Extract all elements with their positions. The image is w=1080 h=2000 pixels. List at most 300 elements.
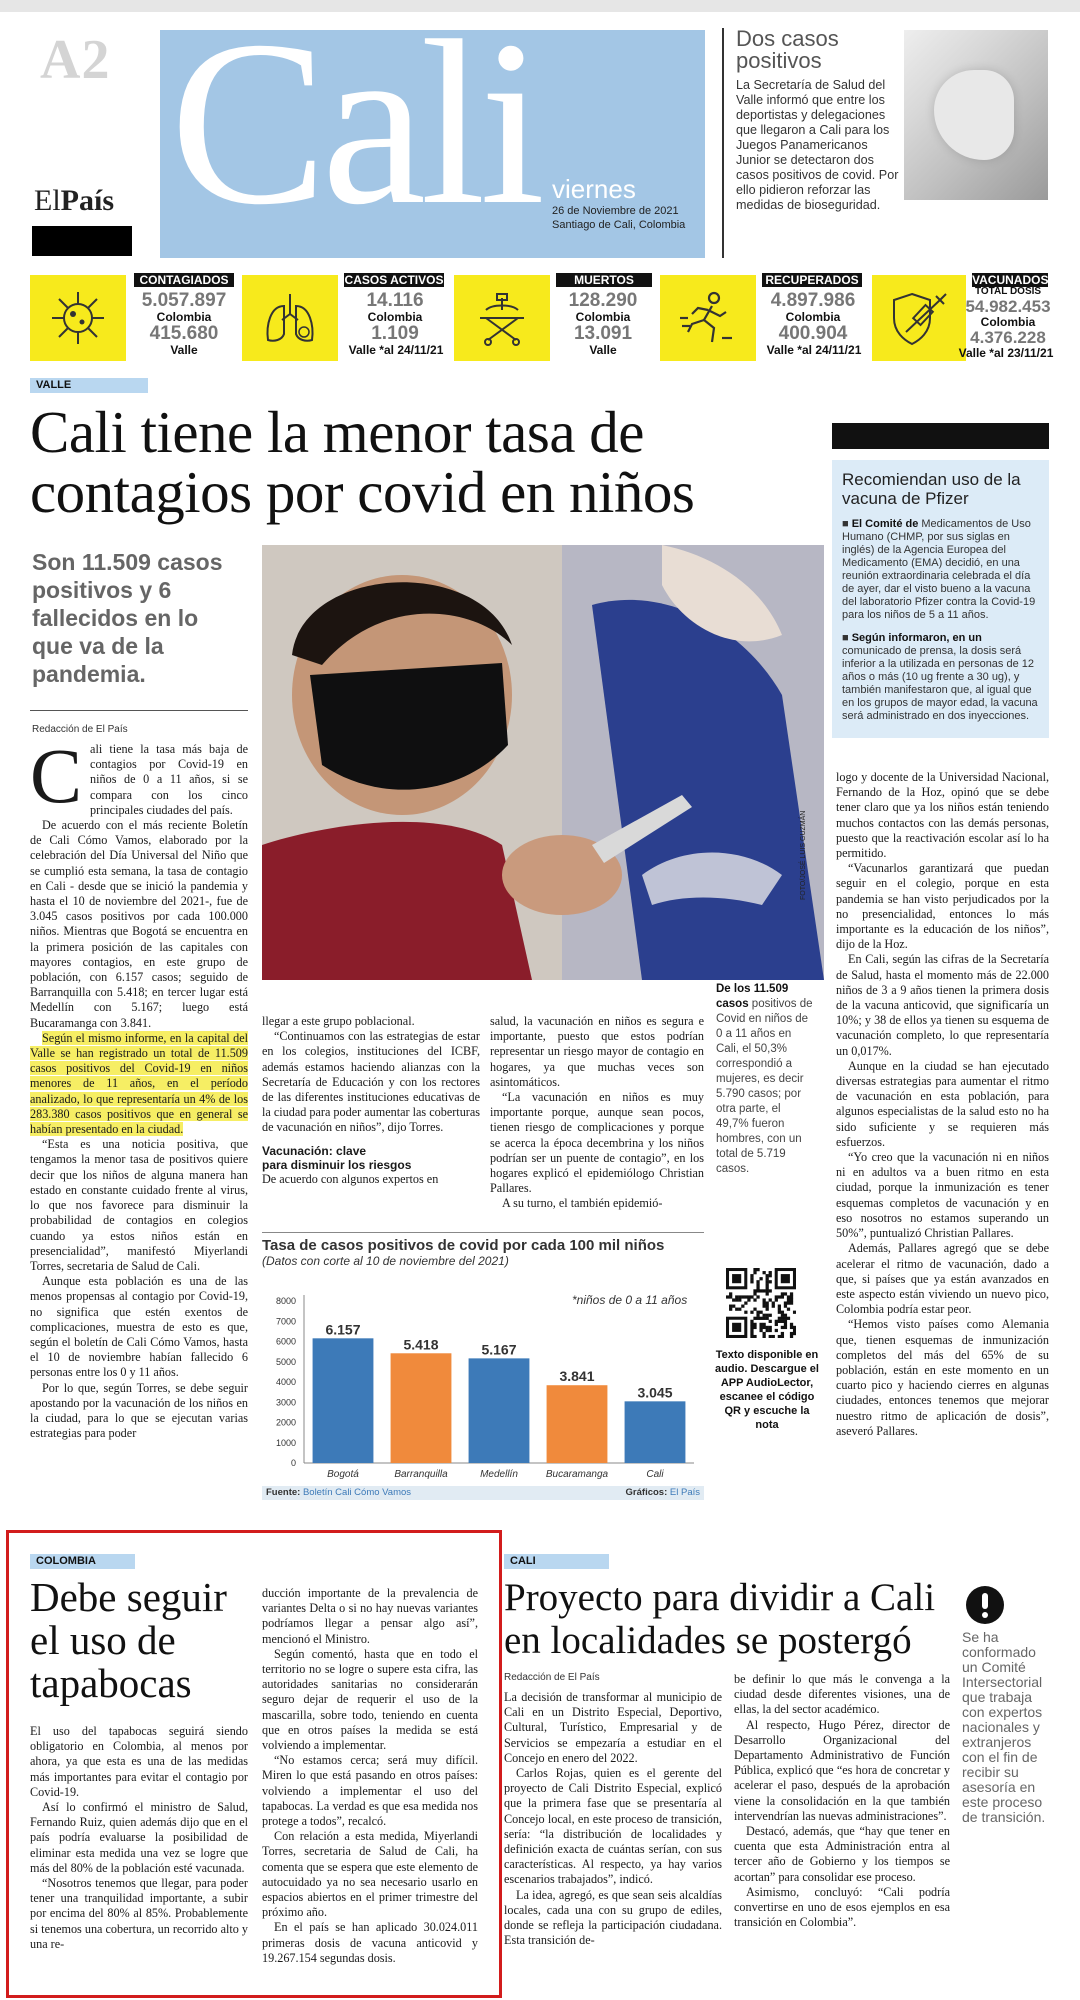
bar xyxy=(391,1353,452,1463)
paragraph: De acuerdo con el más reciente Boletín de Cali Cómo Vamos, elaborado por la celebración del Día Universal del Niño que se cumplió esta semana, la tasa de contagio en Cali - desde que se inició la pandemia y hasta el 10 de noviembre del 2021-, fue de 3.045 casos positivos por cada 100.000 niños. Mientras que Bogotá se encuentra en la primera posición de las capitales con mayores contagios, en este grupo de población, con 6.157 casos; seguido de Barranquilla con 5.418; en tercer lugar está Medellín con 5.167; luego está Bucaramanga con 3.841. xyxy=(30,818,248,1030)
qr-module xyxy=(763,1301,766,1304)
qr-module xyxy=(766,1280,769,1283)
paragraph: Asimismo, concluyó: “Cali podría convertirse en uno de esos ejemplos en esa transición en Colombia”. xyxy=(734,1884,950,1930)
lungs-icon xyxy=(242,275,338,361)
qr-module xyxy=(778,1335,781,1338)
headline-line: en localidades se postergó xyxy=(504,1619,912,1662)
gloved-hand-shape xyxy=(934,70,1014,160)
qr-module xyxy=(729,1292,732,1295)
qr-module xyxy=(753,1289,756,1292)
graphics-source: El País xyxy=(669,1487,700,1498)
qr-module xyxy=(772,1301,775,1304)
qr-module xyxy=(766,1301,769,1304)
qr-module xyxy=(766,1308,769,1311)
section-label-cali: CALI xyxy=(504,1554,609,1569)
sidebar-title: Recomiendan uso de la vacuna de Pfizer xyxy=(842,470,1021,508)
qr-module xyxy=(766,1277,769,1280)
qr-module xyxy=(753,1292,756,1295)
qr-module xyxy=(769,1335,772,1338)
qr-module xyxy=(756,1283,759,1286)
bar-value-label: 5.167 xyxy=(481,1341,517,1358)
qr-module xyxy=(784,1320,787,1323)
qr-module xyxy=(750,1280,753,1283)
qr-module xyxy=(787,1298,790,1301)
qr-code[interactable] xyxy=(726,1268,796,1338)
qr-module xyxy=(738,1308,741,1311)
subhead: para disminuir los riesgos xyxy=(262,1157,412,1172)
tapabocas-column-1 xyxy=(30,1724,248,1952)
qr-module xyxy=(790,1323,793,1326)
qr-module xyxy=(741,1305,744,1308)
article-column-1 xyxy=(30,732,248,1441)
stat-value-valle: 1.109 xyxy=(371,323,419,344)
chart-graphics-credit xyxy=(626,1486,700,1500)
qr-module xyxy=(744,1295,747,1298)
paragraph: be definir lo que más le convenga a la ciudad desde diferentes visiones, una de ellas, la del sector académico. xyxy=(734,1672,950,1717)
qr-module xyxy=(766,1286,769,1289)
qr-module xyxy=(753,1308,756,1311)
qr-module xyxy=(756,1295,759,1298)
qr-module xyxy=(766,1289,769,1292)
y-tick-label: 8000 xyxy=(275,1296,296,1306)
qr-module xyxy=(750,1335,753,1338)
qr-module xyxy=(793,1329,796,1332)
qr-module xyxy=(763,1326,766,1329)
qr-module xyxy=(759,1317,762,1320)
paragraph: “No estamos cerca; será muy difícil. Miren lo que está pasando en otros países: volviendo a implementar el uso del tapabocas. La verdad es que esa medida nos protege a todos”, recalcó. xyxy=(262,1753,478,1829)
qr-module xyxy=(766,1292,769,1295)
stat-label: CASOS ACTIVOS xyxy=(344,273,444,287)
qr-module xyxy=(763,1317,766,1320)
paragraph: En el país se han aplicado 30.024.011 primeras dosis de vacuna anticovid y 19.267.154 segundas dosis. xyxy=(262,1920,478,1965)
stat-value-colombia: 54.982.453 xyxy=(965,297,1051,316)
qr-module xyxy=(756,1280,759,1283)
masthead-date-block xyxy=(552,204,685,232)
stat-vacunados xyxy=(872,273,1054,363)
sidebar-item-bold: El Comité de xyxy=(851,518,919,530)
paragraph: Aunque esta población es una de las menos propensas al contagio por Covid-19, no significa que estén exentos de complicaciones, muestra de esto es que, según el boletín de Cali Cómo Vamos, hasta el 10 de noviembre habían fallecido 6 personas entre los 0 y 11 años. xyxy=(30,1274,248,1380)
article-deck: Son 11.509 casos positivos y 6 fallecidos en lo que va de la pandemia. xyxy=(32,549,223,687)
qr-module xyxy=(753,1335,756,1338)
sidebar-item-text: Medicamentos de Uso Humano (CHMP, por sus siglas en inglés) de la Agencia Europea del Medicamento (EMA) decidió, en una reunión extraordinaria celebrada el día de ayer, dar el visto bueno a la vacuna del laboratorio Pfizer contra la Covid-19 para los niños de 5 a 11 años. xyxy=(842,518,1036,621)
masthead-date: 26 de Noviembre de 2021 xyxy=(552,205,679,217)
qr-module xyxy=(756,1314,759,1317)
qr-module xyxy=(790,1298,793,1301)
headline-line: Proyecto para dividir a Cali xyxy=(504,1576,936,1619)
sidebar-item: ■ Según informaron, en un comunicado de prensa, la dosis será inferior a la utilizada en personas de 12 años o más (10 ug frente a 30 ug), y también manifestaron que, al igual que en los grupos de mayor edad, la vacuna será administrado en dos inyecciones. xyxy=(842,632,1038,722)
y-tick-label: 5000 xyxy=(275,1356,296,1367)
paragraph: El uso del tapabocas seguirá siendo obligatorio en Colombia, al menos por ahora, ya que esta es una de las medidas más importantes para evitar el contagio por Covid-19. xyxy=(30,1724,248,1799)
paragraph: Destacó, además, que “hay que tener en cuenta que esta Administración entra al tercer año de Gobierno y los tiempos se acortan” para consolidar ese proceso. xyxy=(734,1824,950,1884)
x-tick-label: Medellín xyxy=(480,1469,518,1480)
headline-line-2: contagios por covid en niños xyxy=(30,459,695,525)
qr-module xyxy=(726,1295,729,1298)
qr-module xyxy=(753,1326,756,1329)
deck-divider xyxy=(30,710,248,711)
brief-title: Dos casos positivos xyxy=(736,26,839,73)
qr-module xyxy=(763,1332,766,1335)
qr-module xyxy=(775,1323,778,1326)
y-tick-label: 1000 xyxy=(275,1437,296,1448)
y-tick-label: 2000 xyxy=(275,1417,296,1428)
paragraph: “Nosotros tenemos que llegar, para poder tener una tranquilidad importante, a subir por encima del 80% al 85%. Probablemente si tenemos una cobertura, un recorrido alto y una re- xyxy=(30,1876,248,1951)
qr-module xyxy=(763,1314,766,1317)
qr-module xyxy=(763,1323,766,1326)
qr-module xyxy=(769,1298,772,1301)
brief-photo xyxy=(904,30,1048,200)
paragraph: De acuerdo con algunos expertos en xyxy=(262,1171,439,1186)
paragraph: “Continuamos con las estrategias de estar en los colegios, instituciones del ICBF, además estamos haciendo alianzas con la Secretaría de Educación y con los rectores de las diferentes instituciones educativas de la ciudad para poder aumentar las coberturas de vacunación en niños”, dijo Torres. xyxy=(262,1029,480,1135)
chart-title: Tasa de casos positivos de covid por cada 100 mil niños xyxy=(262,1237,665,1254)
qr-module xyxy=(747,1298,750,1301)
qr-module xyxy=(778,1308,781,1311)
qr-module xyxy=(778,1305,781,1308)
caption-bold: De los 11.509 casos xyxy=(716,983,789,1010)
qr-module xyxy=(781,1295,784,1298)
paragraph: logo y docente de la Universidad Nacional, Fernando de la Hoz, opinó que se debe tener claro que ya los niños están teniendo muchos contactos con las demás personas, puesto que la reactivación escolar así lo ha permitido. xyxy=(836,770,1049,861)
bar xyxy=(625,1401,686,1463)
lead-paragraph xyxy=(30,732,248,819)
paragraph: Aunque en la ciudad se han ejecutado diversas estrategias para aumentar el ritmo de vacunación en esta población, para algunos especialistas de la salud esto no ha sido suficiente y se requieren más esfuerzos. xyxy=(836,1058,1049,1149)
chart-top-rule xyxy=(262,1232,704,1233)
covid-stats-row xyxy=(30,273,1054,363)
qr-module xyxy=(769,1274,772,1277)
qr-module xyxy=(759,1277,762,1280)
qr-module xyxy=(781,1311,784,1314)
qr-module xyxy=(793,1326,796,1329)
qr-module xyxy=(732,1298,735,1301)
headline-line: el uso de xyxy=(30,1617,176,1663)
qr-module xyxy=(790,1332,793,1335)
qr-module xyxy=(781,1332,784,1335)
sidebar-top-bar xyxy=(832,423,1049,449)
x-tick-label: Bucaramanga xyxy=(545,1469,609,1480)
qr-module xyxy=(793,1311,796,1314)
qr-module xyxy=(759,1311,762,1314)
qr-module xyxy=(769,1271,772,1274)
stat-contagiados xyxy=(30,273,236,363)
y-tick-label: 0 xyxy=(290,1458,296,1468)
localidades-column-2 xyxy=(734,1672,950,1930)
page-number: A2 xyxy=(40,29,111,91)
stat-value-colombia: 5.057.897 xyxy=(141,290,227,311)
article-column-3 xyxy=(490,1014,704,1212)
qr-module xyxy=(772,1305,775,1308)
qr-module xyxy=(769,1329,772,1332)
qr-module xyxy=(790,1295,793,1298)
brief-story xyxy=(722,28,900,258)
bar-chart xyxy=(262,1237,704,1499)
paragraph: “Hemos visto países como Alemania que, tienen esquemas de inmunización completos del más del 65% de su población, están en este momento en un cuarto pico y haciendo cierres en algunas ciudades, entonces tenemos que mejorar nuestro ritmo de aplicación de dosis”, aseveró Pallares. xyxy=(836,1317,1049,1438)
paragraph: A su turno, el también epidemió- xyxy=(502,1196,663,1211)
stat-recuperados xyxy=(660,273,866,363)
chart-footer xyxy=(262,1486,704,1500)
brief-body: La Secretaría de Salud del Valle informó que entre los deportistas y delegaciones que llegaron a Cali para los Juegos Panamericanos Junior se detectaron dos casos positivos de covid. Por ello pidieron reforzar las medidas de bioseguridad. xyxy=(736,78,899,212)
qr-module xyxy=(769,1289,772,1292)
qr-module xyxy=(784,1305,787,1308)
sidebar-box xyxy=(832,460,1049,738)
stat-sub-colombia: Colombia xyxy=(980,315,1036,329)
qr-module xyxy=(763,1289,766,1292)
qr-module xyxy=(790,1292,793,1295)
qr-module xyxy=(729,1295,732,1298)
bar xyxy=(313,1338,374,1463)
virus-icon xyxy=(30,275,126,361)
stat-sub-colombia: Colombia xyxy=(367,310,423,324)
source-label: Fuente: xyxy=(266,1487,301,1498)
caption-text: positivos de Covid en niños de 0 a 11 años en Cali, el 50,3% correspondió a mujeres, es decir 5.790 casos; por otra parte, el 49,7% fueron hombres, con un total de 5.719 casos. xyxy=(716,998,813,1175)
stat-muertos xyxy=(454,273,654,363)
paragraph: La decisión de transformar al municipio de Cali en un Distrito Especial, Deportivo, Cultural, Turístico, Empresarial y de Servicios se empezaría a estudiar en el Concejo en enero del 2022. xyxy=(504,1690,722,1765)
qr-module xyxy=(741,1295,744,1298)
qr-module xyxy=(766,1326,769,1329)
paragraph: “Yo creo que la vacunación ni en niños ni en adultos va a buen ritmo en esta ciudad, porque la inmunización es tener esquemas completos de vacunación y en eso nosotros no estamos superando un 50%”, puntualizó Christian Pallares. xyxy=(836,1150,1049,1241)
qr-module xyxy=(750,1277,753,1280)
qr-module xyxy=(772,1335,775,1338)
bar xyxy=(547,1385,608,1463)
masthead-day: viernes xyxy=(552,174,636,204)
stat-value-colombia: 128.290 xyxy=(568,290,638,311)
sidebar-item-bold: Según informaron, en un xyxy=(851,632,982,644)
qr-module xyxy=(766,1305,769,1308)
qr-module xyxy=(763,1271,766,1274)
qr-module xyxy=(759,1323,762,1326)
headline-line: tapabocas xyxy=(30,1660,192,1706)
qr-module xyxy=(744,1301,747,1304)
logo-bar xyxy=(32,226,132,256)
qr-module xyxy=(735,1308,738,1311)
qr-module xyxy=(787,1308,790,1311)
qr-module xyxy=(750,1274,753,1277)
qr-module xyxy=(750,1326,753,1329)
qr-module xyxy=(759,1329,762,1332)
qr-module xyxy=(756,1268,759,1271)
qr-module xyxy=(793,1332,796,1335)
paragraph: Carlos Rojas, quien es el gerente del proyecto de Cali Distrito Especial, explicó que la primera fase que se presentaría al Concejo local, en este proceso de transición, sería: “la distribución de localidades y definición exacta de cuántas serían, con sus características. Al respecto, ya hay varios escenarios trabajados”, indicó. xyxy=(504,1766,722,1887)
section-label-colombia: COLOMBIA xyxy=(30,1554,135,1569)
qr-module xyxy=(781,1335,784,1338)
bar-value-label: 3.045 xyxy=(637,1384,673,1401)
sidebar-item: ■ El Comité de Medicamentos de Uso Humano (CHMP, por sus siglas en inglés) de la Agencia Europea del Medicamento (EMA) decidió, en una reunión extraordinaria celebrada el día de ayer, dar el visto bueno a la vacuna del laboratorio Pfizer contra la Covid-19 para los niños de 5 a 11 años. xyxy=(842,518,1036,621)
qr-module xyxy=(766,1317,769,1320)
stat-note: TOTAL DOSIS xyxy=(974,286,1042,297)
qr-finder-core xyxy=(732,1323,741,1332)
bar xyxy=(469,1358,530,1463)
section-title: Cali xyxy=(170,0,540,254)
qr-module xyxy=(769,1326,772,1329)
qr-module xyxy=(759,1326,762,1329)
qr-module xyxy=(750,1295,753,1298)
el-pais-logo xyxy=(34,184,114,218)
stat-value-valle: 13.091 xyxy=(573,323,633,344)
stat-value-valle: 400.904 xyxy=(778,323,848,344)
article-column-4 xyxy=(836,770,1049,1439)
subhead: Vacunación: clave xyxy=(262,1143,367,1158)
stat-value-valle: 4.376.228 xyxy=(970,328,1046,347)
paragraph: Además, Pallares agregó que se debe acelerar el ritmo de vacunación, dado a que, si países que ya están avanzados en este aspecto están viviendo un nuevo pico, Colombia podría estar peor. xyxy=(836,1241,1049,1317)
aside-note: Se ha conformado un Comité Intersectorial que trabaja con expertos nacionales y extranjeros con el fin de recibir su asesoría en este proceso de transición. xyxy=(962,1629,1046,1825)
qr-module xyxy=(753,1271,756,1274)
qr-module xyxy=(775,1295,778,1298)
qr-module xyxy=(735,1298,738,1301)
qr-module xyxy=(775,1329,778,1332)
qr-module xyxy=(790,1335,793,1338)
qr-finder-core xyxy=(732,1274,741,1283)
qr-module xyxy=(750,1311,753,1314)
paragraph: En Cali, según las cifras de la Secretaría de Salud, hasta el momento más de 22.000 niños de 3 a 9 años tienen la primera dosis de la vacuna anticovid, que significaría un 10%; y 38 de ellos ya tienen su esquema de vacunación completo, lo que representaría un 0,017%. xyxy=(836,952,1049,1058)
dropcap: C xyxy=(30,732,83,819)
qr-module xyxy=(784,1323,787,1326)
tapabocas-headline xyxy=(30,1576,260,1705)
stat-value-colombia: 4.897.986 xyxy=(770,290,856,311)
logo-el: El xyxy=(34,184,61,217)
qr-module xyxy=(756,1289,759,1292)
x-tick-label: Cali xyxy=(646,1469,664,1480)
paragraph: Así lo confirmó el ministro de Salud, Fernando Ruiz, quien además dijo que en el país podría evaluarse la posibilidad de eliminar esta medida una vez se logre que más del 80% de la población esté vacunada. xyxy=(30,1800,248,1875)
y-tick-label: 4000 xyxy=(275,1377,296,1387)
qr-module xyxy=(781,1320,784,1323)
bar-value-label: 5.418 xyxy=(403,1336,439,1353)
stat-sub-valle: Valle xyxy=(589,343,617,357)
highlighted-paragraph xyxy=(30,1031,248,1137)
chart-annotation: *niños de 0 a 11 años xyxy=(572,1293,688,1307)
highlight-text: Según el mismo informe, en la capital del Valle se han registrado un total de 11.509 casos positivos del Covid-19 en niños menores de 11 años, en el período analizado, lo que representaría un 4% de los 283.380 casos positivos que en general se habían presentado en la ciudad. xyxy=(30,1030,248,1137)
qr-module xyxy=(763,1335,766,1338)
qr-module xyxy=(735,1295,738,1298)
qr-module xyxy=(753,1268,756,1271)
qr-module xyxy=(750,1320,753,1323)
qr-module xyxy=(750,1323,753,1326)
paragraph: “Vacunarlos garantizará que puedan seguir en el colegio, porque en esta pandemia se han visto perjudicados por la no presencialidad, entonces lo más importante es la educación de los niños”, dijo de la Hoz. xyxy=(836,861,1049,952)
bar-value-label: 6.157 xyxy=(325,1321,361,1338)
qr-module xyxy=(784,1301,787,1304)
qr-module xyxy=(756,1317,759,1320)
bar-value-label: 3.841 xyxy=(559,1368,595,1385)
qr-module xyxy=(750,1329,753,1332)
qr-module xyxy=(778,1317,781,1320)
stat-sub-valle: Valle *al 23/11/21 xyxy=(958,346,1054,360)
qr-module xyxy=(784,1317,787,1320)
photo-credit: FOTO/JOSÉ LUIS GUZMÁN xyxy=(800,810,807,900)
paragraph: Al respecto, Hugo Pérez, director de Desarrollo Organizacional del Departamento Administrativo de Función Pública, explicó que “es hora de concretar y acelerar el paso, después de la aprobación viene la consolidación en la que también intervendrían las nuevas administraciones”. xyxy=(734,1717,950,1823)
paragraph: Por lo que, según Torres, se debe seguir apostando por la vacunación de los niños en la ciudad, para lo que se ejecutan varias estrategias para poder xyxy=(30,1380,248,1441)
qr-module xyxy=(769,1320,772,1323)
y-tick-label: 3000 xyxy=(275,1397,296,1408)
qr-module xyxy=(747,1295,750,1298)
top-strip xyxy=(0,0,1080,12)
localidades-headline xyxy=(504,1576,964,1662)
qr-module xyxy=(756,1286,759,1289)
qr-module xyxy=(784,1326,787,1329)
qr-finder-core xyxy=(781,1274,790,1283)
qr-module xyxy=(766,1314,769,1317)
article-photo xyxy=(262,545,824,980)
stat-label: RECUPERADOS xyxy=(762,273,862,287)
qr-module xyxy=(784,1314,787,1317)
section-label-valle: VALLE xyxy=(30,378,148,393)
stat-casos-activos xyxy=(242,273,448,363)
photo-caption xyxy=(716,982,816,1177)
stat-sub-valle: Valle *al 24/11/21 xyxy=(348,343,444,357)
paragraph: ducción importante de la prevalencia de variantes Delta o si no hay nuevas variantes podríamos llegar a pensar algo así”, mencionó el Ministro. xyxy=(262,1586,478,1646)
y-tick-label: 6000 xyxy=(275,1336,296,1347)
chart-subtitle: (Datos con corte al 10 de noviembre del 2021) xyxy=(262,1254,509,1268)
paragraph: La idea, agregó, es que sean seis alcaldías locales, cada una con su grupo de ediles, donde se refleja la participación ciudadana. Esta transición de- xyxy=(504,1887,722,1948)
exclamation-icon xyxy=(966,1586,1004,1624)
qr-caption: Texto disponible en audio. Descargue el APP AudioLector, escanee el código QR y escuche la nota xyxy=(715,1349,819,1431)
stat-label: CONTAGIADOS xyxy=(134,273,234,287)
qr-module xyxy=(775,1298,778,1301)
graphics-label: Gráficos: xyxy=(625,1487,668,1498)
syringe-shield-icon xyxy=(872,275,966,361)
qr-module xyxy=(732,1305,735,1308)
qr-module xyxy=(781,1326,784,1329)
qr-module xyxy=(769,1314,772,1317)
chart-plot xyxy=(262,1283,704,1491)
qr-module xyxy=(784,1292,787,1295)
stat-sub-colombia: Colombia xyxy=(575,310,631,324)
qr-module xyxy=(787,1317,790,1320)
qr-module xyxy=(790,1301,793,1304)
qr-module xyxy=(729,1305,732,1308)
qr-module xyxy=(753,1323,756,1326)
stat-sub-valle: Valle *al 24/11/21 xyxy=(766,343,862,357)
stat-value-valle: 415.680 xyxy=(149,323,219,344)
x-tick-label: Bogotá xyxy=(327,1469,359,1480)
paragraph: Con relación a esta medida, Miyerlandi Torres, secretaria de Salud de Cali, ha comenta que se espera que este elemento de autocuidado ya no sea necesario usarlo en espacios abiertos en el primer trimestre del próximo año. xyxy=(262,1829,478,1920)
sidebar-item-text: comunicado de prensa, la dosis será inferior a la utilizada en personas de 12 años o más (10 ug frente a 30 ug), y también manifestaron que, al igual que en los grupos de mayor edad, la vacuna será administrado en dos inyecciones. xyxy=(842,645,1038,722)
tapabocas-column-2 xyxy=(262,1586,478,1966)
chart-source: Boletín Cali Cómo Vamos xyxy=(302,1487,412,1498)
qr-module xyxy=(778,1295,781,1298)
qr-module xyxy=(787,1301,790,1304)
headline-line-1: Cali tiene la menor tasa de xyxy=(30,399,644,465)
paragraph: “Esta es una noticia positiva, que tengamos la menor tasa de positivos quiere decir que los niños de alguna manera han estado en constante cuidado frente al virus, lo que nos favorece para disminuir la probabilidad de contagios en colegios cuando ya estos niños están en presencialidad”, manifestó Miyerlandi Torres, secretaria de Salud de Cali. xyxy=(30,1137,248,1273)
x-tick-label: Barranquilla xyxy=(394,1469,448,1480)
stat-label: MUERTOS xyxy=(556,273,652,287)
qr-module xyxy=(763,1298,766,1301)
y-tick-label: 7000 xyxy=(275,1316,296,1327)
running-person-icon xyxy=(660,275,756,361)
qr-module xyxy=(775,1320,778,1323)
stretcher-icon xyxy=(454,275,550,361)
qr-module xyxy=(781,1292,784,1295)
paragraph: llegar a este grupo poblacional. xyxy=(262,1014,415,1028)
byline: Redacción de El País xyxy=(32,724,128,735)
qr-module xyxy=(766,1283,769,1286)
qr-module xyxy=(738,1298,741,1301)
qr-module xyxy=(756,1311,759,1314)
qr-module xyxy=(763,1305,766,1308)
qr-module xyxy=(738,1295,741,1298)
qr-module xyxy=(766,1329,769,1332)
main-headline xyxy=(30,399,830,525)
stat-sub-valle: Valle xyxy=(170,343,198,357)
qr-module xyxy=(759,1289,762,1292)
paragraph: Según comentó, hasta que en todo el territorio no se logre o supere esta cifra, las autoridades sanitarias no considerarán seguro dejar de requerir el uso de la mascarilla, sobre todo, teniendo en cuenta que en otros países la medida se está volviendo a implementar. xyxy=(262,1646,478,1753)
qr-module xyxy=(787,1295,790,1298)
qr-module xyxy=(753,1298,756,1301)
qr-module xyxy=(753,1317,756,1320)
article-column-2 xyxy=(262,1014,480,1187)
stat-sub-colombia: Colombia xyxy=(785,310,841,324)
headline-line: Debe seguir xyxy=(30,1574,227,1620)
qr-module xyxy=(766,1274,769,1277)
qr-module xyxy=(750,1332,753,1335)
qr-module xyxy=(729,1308,732,1311)
qr-module xyxy=(744,1311,747,1314)
stat-value-colombia: 14.116 xyxy=(366,290,424,311)
